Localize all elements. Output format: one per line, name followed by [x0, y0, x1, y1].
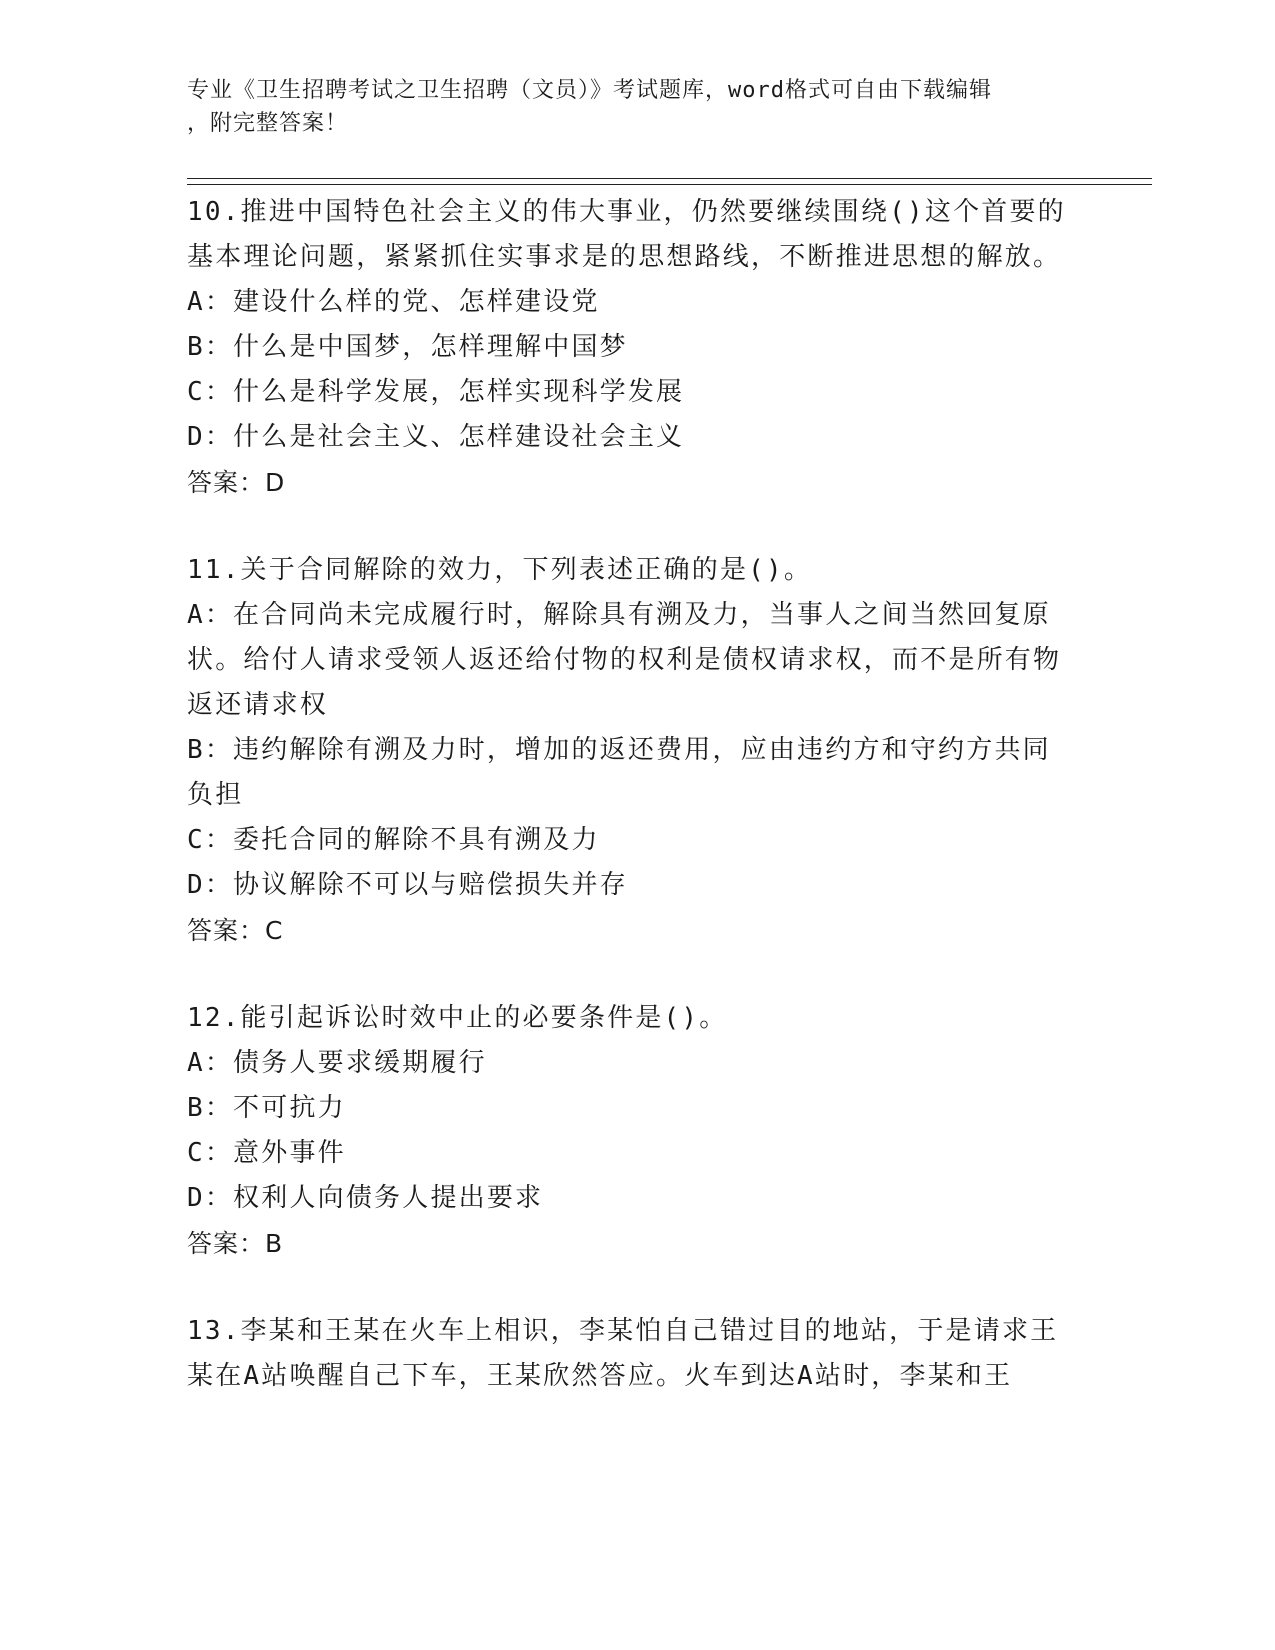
header-line-2: ，附完整答案！ — [187, 111, 349, 136]
question-list — [187, 190, 1067, 1442]
option-a: A：债务人要求缓期履行 — [187, 1048, 487, 1078]
answer: 答案：D — [187, 468, 286, 497]
question-10 — [187, 190, 1067, 505]
option-a: A：建设什么样的党、怎样建设党 — [187, 287, 600, 317]
question-text: 12.能引起诉讼时效中止的必要条件是()。 — [187, 1003, 728, 1033]
header-rule-top — [187, 178, 1152, 179]
question-12 — [187, 996, 1067, 1266]
option-a: A：在合同尚未完成履行时，解除具有溯及力，当事人之间当然回复原状。给付人请求受领人返还给付物的权利是债权请求权，而不是所有物返还请求权 — [187, 600, 1062, 720]
header-line-1: 专业《卫生招聘考试之卫生招聘（文员）》考试题库，word格式可自由下载编辑 — [187, 78, 992, 103]
question-text: 11.关于合同解除的效力，下列表述正确的是()。 — [187, 555, 813, 585]
option-b: B：不可抗力 — [187, 1093, 346, 1123]
option-d: D：权利人向债务人提出要求 — [187, 1183, 544, 1213]
option-c: C：委托合同的解除不具有溯及力 — [187, 825, 600, 855]
question-text: 13.李某和王某在火车上相识，李某怕自己错过目的地站，于是请求王某在A站唤醒自己下车，王某欣然答应。火车到达A站时，李某和王 — [187, 1316, 1059, 1391]
question-13 — [187, 1309, 1067, 1399]
answer: 答案：B — [187, 1229, 284, 1258]
option-c: C：意外事件 — [187, 1138, 346, 1168]
option-c: C：什么是科学发展，怎样实现科学发展 — [187, 377, 685, 407]
question-11 — [187, 548, 1067, 953]
option-d: D：什么是社会主义、怎样建设社会主义 — [187, 422, 685, 452]
header-rule-bottom — [187, 184, 1152, 185]
answer: 答案：C — [187, 916, 284, 945]
option-b: B：什么是中国梦，怎样理解中国梦 — [187, 332, 628, 362]
question-text: 10.推进中国特色社会主义的伟大事业，仍然要继续围绕()这个首要的基本理论问题，紧紧抓住实事求是的思想路线，不断推进思想的解放。 — [187, 197, 1066, 272]
option-d: D：协议解除不可以与赔偿损失并存 — [187, 870, 628, 900]
option-b: B：违约解除有溯及力时，增加的返还费用，应由违约方和守约方共同负担 — [187, 735, 1051, 810]
document-header — [187, 74, 1067, 140]
